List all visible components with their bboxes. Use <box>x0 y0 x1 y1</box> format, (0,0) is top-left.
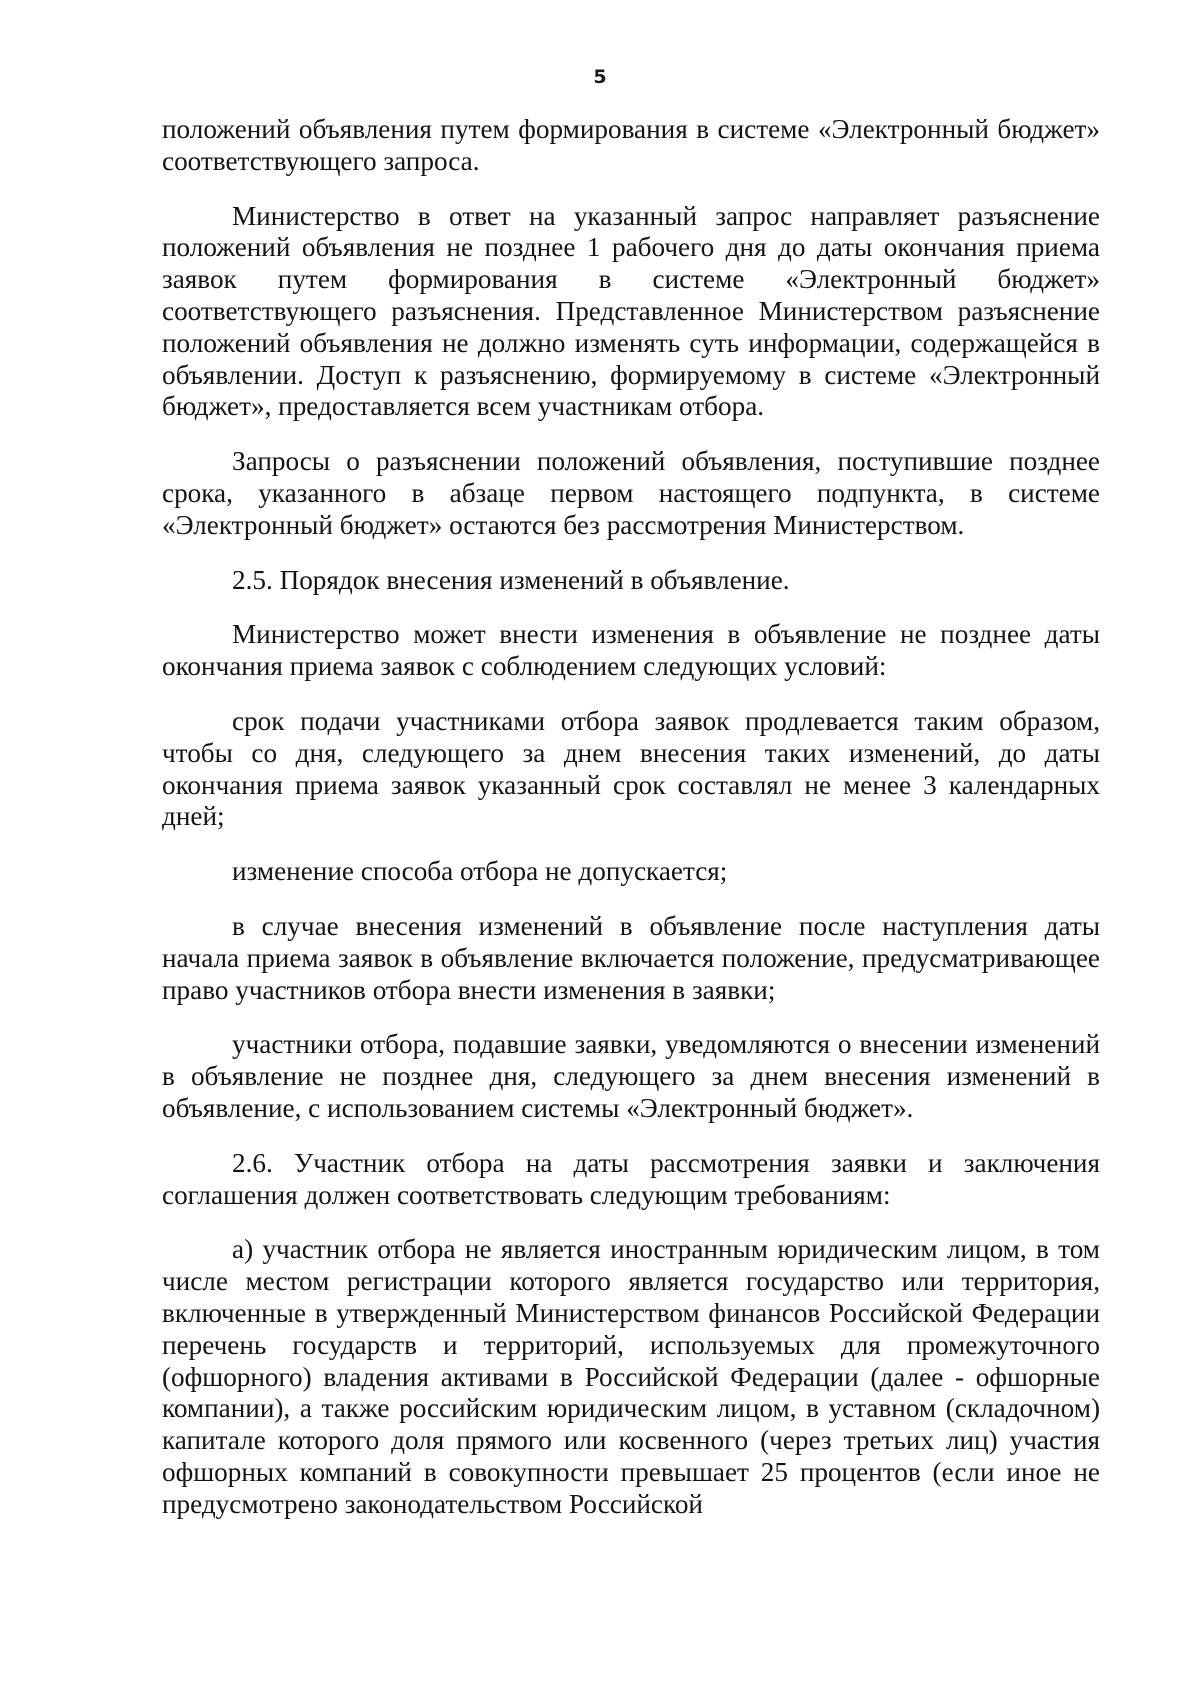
page-number: 5 <box>593 66 607 88</box>
paragraph-ministry-clarification: Министерство в ответ на указанный запрос направляет разъяснение положений объявления не позднее 1 рабочего дня до даты окончания приема заявок путем формирования в системе «Электронный бюджет» соответствующего разъяснения. Представленное Министерством разъяснение положений объявления не должно изменять суть информации, содержащейся в объявлении. Доступ к разъяснению, формируемому в системе «Электронный бюджет», предоставляется всем участникам отбора. <box>162 200 1100 422</box>
section-heading-2-6: 2.6. Участник отбора на даты рассмотрения заявки и заключения соглашения должен соответствовать следующим требованиям: <box>162 1147 1100 1210</box>
list-item-deadline-extension: срок подачи участниками отбора заявок продлевается таким образом, чтобы со дня, следующего за днем внесения таких изменений, до даты окончания приема заявок указанный срок составлял не менее 3 календарных дней; <box>162 705 1100 832</box>
requirement-a: а) участник отбора не является иностранным юридическим лицом, в том числе местом регистрации которого является государство или территория, включенные в утвержденный Министерством финансов Российской Федерации перечень государств и территорий, используемых для промежуточного (офшорного) владения активами в Российской Федерации (далее - офшорные компании), а также российским юридическим лицом, в уставном (складочном) капитале которого доля прямого или косвенного (через третьих лиц) участия офшорных компаний в совокупности превышает 25 процентов (если иное не предусмотрено законодательством Российской <box>162 1234 1100 1519</box>
document-body <box>162 114 1100 1543</box>
list-item-method-unchanged: изменение способа отбора не допускается; <box>232 856 728 887</box>
section-heading-2-5: 2.5. Порядок внесения изменений в объявление. <box>232 564 790 595</box>
paragraph-late-requests: Запросы о разъяснении положений объявления, поступившие позднее срока, указанного в абзаце первом настоящего подпункта, в системе «Электронный бюджет» остаются без рассмотрения Министерством. <box>162 446 1100 540</box>
paragraph-changes-conditions: Министерство может внести изменения в объявление не позднее даты окончания приема заявок с соблюдением следующих условий: <box>162 619 1100 682</box>
list-item-notification: участники отбора, подавшие заявки, уведомляются о внесении изменений в объявление не позднее дня, следующего за днем внесения изменений в объявление, с использованием системы «Электронный бюджет». <box>162 1029 1100 1123</box>
list-item-right-to-amend: в случае внесения изменений в объявление после наступления даты начала приема заявок в объявление включается положение, предусматривающее право участников отбора внести изменения в заявки; <box>162 910 1100 1005</box>
paragraph-continuation: положений объявления путем формирования в системе «Электронный бюджет» соответствующего запроса. <box>162 114 1100 176</box>
